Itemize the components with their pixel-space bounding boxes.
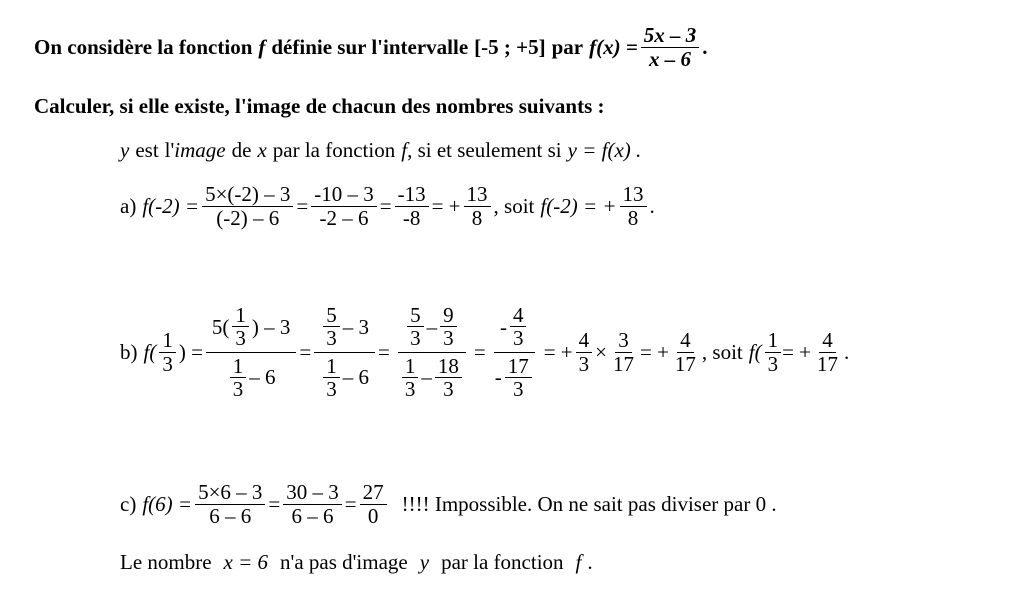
intro-line [34, 22, 708, 72]
b-m1 [576, 329, 593, 374]
b-result-den: 17 [674, 351, 696, 376]
b-n3a-num: 5 [407, 304, 424, 327]
b-d4 [505, 355, 532, 400]
b-f-open-2: f( [748, 339, 762, 364]
b-minus: – [421, 365, 432, 390]
b-d2-third [323, 355, 340, 400]
b-close-plus: = + [782, 339, 812, 364]
def-y: y [120, 138, 130, 162]
b-big3-num [398, 304, 466, 352]
b-big4-den [489, 353, 541, 400]
equals: = [473, 339, 486, 364]
b-minus: – [426, 314, 438, 339]
function-numerator: 5x – 3 [641, 24, 700, 47]
function-denominator: x – 6 [649, 46, 692, 71]
a-f2-den: -2 – 6 [319, 205, 369, 230]
function-fraction [641, 24, 700, 69]
b-d4-num: 17 [505, 355, 532, 378]
a-f4-num: 13 [464, 183, 491, 206]
c-f1-num: 5×6 – 3 [195, 481, 265, 504]
equals: = [378, 339, 390, 364]
equals: = [268, 491, 281, 516]
b-n4 [510, 304, 527, 349]
b-n3b-num: 9 [440, 304, 457, 327]
part-a-lhs: f(-2) = [142, 193, 200, 218]
b-n1-b: ) – 3 [251, 314, 291, 339]
conclusion-text-2: n'a pas d'image [280, 550, 408, 574]
part-a-lhs2: f(-2) = + [540, 193, 617, 218]
intro-text-2: définie sur l'intervalle [271, 34, 469, 59]
a-f3-den: -8 [402, 205, 421, 230]
equals: = [299, 339, 312, 364]
part-c-lhs: f(6) = [142, 491, 193, 516]
b-n2-frac [323, 304, 340, 349]
b-d3b [435, 355, 462, 400]
b-n2-num: 5 [323, 304, 340, 327]
equals: = [296, 193, 309, 218]
a-f5-den: 8 [627, 205, 639, 230]
b-m2-den: 17 [612, 351, 634, 376]
a-f5-num: 13 [620, 183, 647, 206]
b-result2-num: 4 [819, 329, 836, 352]
b-n1-a: 5( [211, 314, 230, 339]
b-big1-den [221, 353, 282, 400]
b-d1-third-den: 3 [232, 376, 244, 401]
part-b [120, 292, 849, 412]
equals: = [344, 491, 357, 516]
b-n3b-den: 3 [443, 326, 454, 351]
b-d4-den: 3 [512, 376, 524, 401]
c-fraction-2 [283, 481, 342, 526]
soit: , soit [701, 339, 743, 364]
b-d3b-num: 18 [435, 355, 462, 378]
a-f1-den: (-2) – 6 [216, 205, 280, 230]
b-big1-num [206, 304, 297, 352]
c-f2-den: 6 – 6 [291, 503, 334, 528]
intro-par: par [551, 34, 584, 59]
b-result [672, 329, 699, 374]
b-d1-third [230, 355, 247, 400]
def-est: est [135, 138, 159, 162]
conclusion-f: f [575, 550, 582, 574]
b-m2-num: 3 [615, 329, 632, 352]
b-big-fraction-2 [314, 304, 375, 399]
b-d1-third-num: 1 [230, 355, 247, 378]
c-fraction-3 [360, 481, 387, 526]
def-rest: par la fonction [272, 138, 396, 162]
c-fraction-1 [195, 481, 265, 526]
a-f2-num: -10 – 3 [311, 183, 377, 206]
b-n3a-den: 3 [410, 326, 421, 351]
b-n3b [440, 304, 457, 349]
function-name: f [258, 34, 266, 59]
c-f1-den: 6 – 6 [209, 503, 252, 528]
part-c [120, 476, 777, 532]
a-fraction-5 [620, 183, 647, 228]
b-n4-den: 3 [512, 326, 524, 351]
b-d3a-num: 1 [402, 355, 419, 378]
question-text: Calculer, si elle existe, l'image de chacun des nombres suivants : [34, 94, 605, 118]
function-lhs: f(x) = [589, 34, 638, 59]
b-n2-den: 3 [326, 326, 337, 351]
impossible-message: !!!! Impossible. On ne sait pas diviser par 0 . [401, 491, 777, 516]
part-c-label: c) [120, 491, 137, 516]
a-fraction-3 [395, 183, 429, 228]
b-n1-third-den: 3 [235, 326, 246, 351]
conclusion-text-3: par la fonction [441, 550, 564, 574]
equals-plus: = + [543, 339, 573, 364]
b-third-2 [765, 329, 782, 374]
end-dot: . [649, 193, 655, 218]
b-big3-den [393, 353, 471, 400]
a-f3-num: -13 [395, 183, 429, 206]
b-d3b-den: 3 [443, 376, 454, 401]
def-de: de [231, 138, 252, 162]
b-big2-num [314, 304, 375, 352]
part-a [120, 178, 655, 234]
b-close-eq: ) = [178, 339, 203, 364]
c-f2-num: 30 – 3 [283, 481, 342, 504]
b-n1-third-num: 1 [232, 304, 249, 327]
b-neg-sign: - [494, 365, 502, 390]
b-result-num: 4 [677, 329, 694, 352]
definition-line [120, 138, 641, 163]
b-n4-num: 4 [510, 304, 527, 327]
b-neg-sign: - [499, 314, 507, 339]
a-fraction-2 [311, 183, 377, 228]
c-f3-num: 27 [360, 481, 387, 504]
b-result-2 [814, 329, 841, 374]
b-third2-num: 1 [765, 329, 782, 352]
equals-plus: = + [431, 193, 461, 218]
b-big-fraction-3 [393, 304, 471, 399]
b-d2-b: – 6 [342, 365, 370, 390]
b-d2-third-num: 1 [323, 355, 340, 378]
conclusion-line [120, 550, 593, 575]
b-n3a [407, 304, 424, 349]
conclusion-dot: . [587, 550, 593, 574]
conclusion-y: y [419, 550, 430, 574]
a-fraction-1 [202, 183, 293, 228]
b-d3a [402, 355, 419, 400]
conclusion-text-1: Le nombre [120, 550, 212, 574]
soit: , soit [493, 193, 535, 218]
b-third-num: 1 [159, 329, 176, 352]
b-big-fraction-1 [206, 304, 297, 399]
question-line [34, 94, 605, 119]
b-m1-num: 4 [576, 329, 593, 352]
equals: = [379, 193, 392, 218]
def-f: f [401, 138, 408, 162]
part-a-label: a) [120, 193, 137, 218]
def-l: l' [164, 138, 175, 162]
b-third-den: 3 [162, 351, 173, 376]
def-cond: , si et seulement si [407, 138, 562, 162]
b-d2-third-den: 3 [326, 376, 337, 401]
end-dot: . [844, 339, 850, 364]
b-third [159, 329, 176, 374]
a-f4-den: 8 [471, 205, 483, 230]
a-f1-num: 5×(-2) – 3 [202, 183, 293, 206]
b-result2-den: 17 [817, 351, 839, 376]
b-big2-den [314, 353, 375, 400]
b-n1-third [232, 304, 249, 349]
b-big-fraction-4 [489, 304, 541, 399]
a-fraction-4 [464, 183, 491, 228]
b-f-open: f( [143, 339, 157, 364]
b-m2 [610, 329, 637, 374]
b-n2-b: – 3 [342, 314, 370, 339]
equals-plus: = + [639, 339, 669, 364]
def-image: image [174, 138, 226, 162]
b-third2-den: 3 [767, 351, 779, 376]
b-m1-den: 3 [578, 351, 590, 376]
b-d3a-den: 3 [404, 376, 416, 401]
conclusion-x6: x = 6 [223, 550, 269, 574]
c-f3-den: 0 [367, 503, 379, 528]
interval: [-5 ; +5] [474, 34, 546, 59]
def-eq: y = f(x) . [567, 138, 642, 162]
b-d1-b: – 6 [249, 365, 276, 390]
b-big4-num [494, 304, 536, 352]
times-sign: × [595, 339, 607, 364]
intro-text: On considère la fonction [34, 34, 253, 59]
def-x: x [257, 138, 267, 162]
intro-dot: . [702, 34, 708, 59]
part-b-label: b) [120, 339, 138, 364]
